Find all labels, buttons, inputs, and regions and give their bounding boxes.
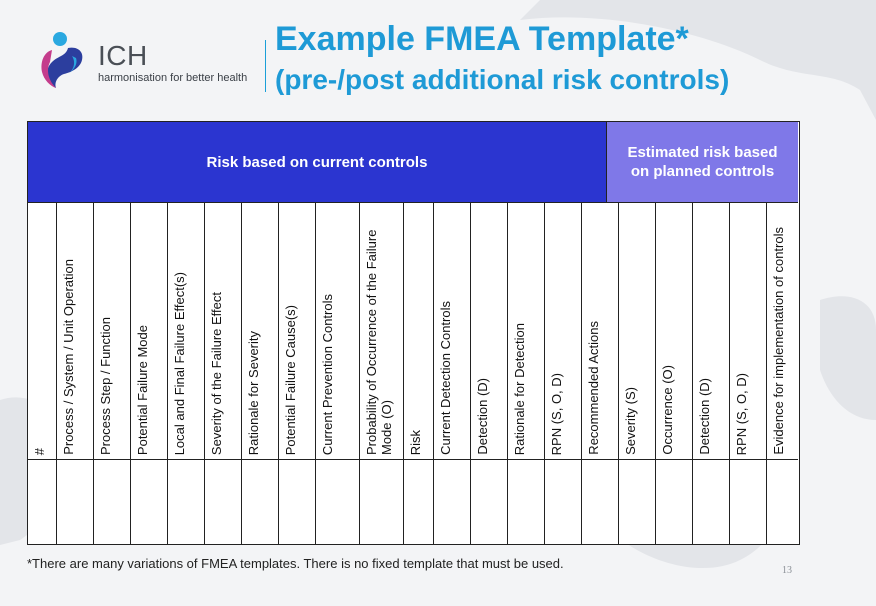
group-header-planned-label: Estimated risk based on planned controls xyxy=(627,144,778,180)
column-header-label: Evidence for implementation of controls xyxy=(771,227,786,455)
column-header-label: Current Prevention Controls xyxy=(320,293,335,455)
column-header-label: Detection (D) xyxy=(475,378,490,455)
column-header-label: Recommended Actions xyxy=(586,321,601,455)
ich-logo-mark-icon xyxy=(38,30,96,90)
table-cell xyxy=(403,460,433,544)
table-cell xyxy=(507,460,544,544)
group-header-current-controls: Risk based on current controls xyxy=(28,122,606,202)
column-header xyxy=(507,203,544,459)
column-header xyxy=(470,203,507,459)
column-header xyxy=(93,203,130,459)
table-cell xyxy=(729,460,766,544)
column-header xyxy=(618,203,655,459)
ich-logo xyxy=(38,30,268,90)
title-divider xyxy=(265,40,266,92)
table-cell xyxy=(470,460,507,544)
table-cell xyxy=(544,460,581,544)
page-title: Example FMEA Template* xyxy=(275,20,689,58)
column-header-label: # xyxy=(32,447,47,455)
column-header xyxy=(241,203,278,459)
table-row xyxy=(28,460,798,544)
table-cell xyxy=(655,460,692,544)
table-cell xyxy=(618,460,655,544)
column-header-label: Rationale for Detection xyxy=(512,322,527,455)
column-header-label: Process / System / Unit Operation xyxy=(61,259,76,455)
page-number: 13 xyxy=(782,565,792,576)
column-header xyxy=(130,203,167,459)
column-header xyxy=(655,203,692,459)
table-cell xyxy=(28,460,56,544)
column-header-label: Severity of the Failure Effect xyxy=(209,291,224,455)
column-header xyxy=(581,203,618,459)
table-cell xyxy=(56,460,93,544)
column-header-label: Severity (S) xyxy=(623,387,638,455)
column-header-label: Process Step / Function xyxy=(98,316,113,455)
table-cell xyxy=(315,460,359,544)
table-cell xyxy=(359,460,403,544)
logo-tagline: harmonisation for better health xyxy=(98,72,248,84)
column-header xyxy=(278,203,315,459)
column-header-row xyxy=(28,202,798,460)
table-cell xyxy=(766,460,813,544)
column-header-label: Current Detection Controls xyxy=(438,301,453,455)
column-header-label: RPN (S, O, D) xyxy=(734,372,749,455)
column-header xyxy=(403,203,433,459)
column-header-label: Risk xyxy=(408,429,423,455)
column-header xyxy=(692,203,729,459)
table-cell xyxy=(241,460,278,544)
column-header-label: Local and Final Failure Effect(s) xyxy=(172,271,187,455)
column-header-label: Probability of Occurrence of the Failure Mode (O) xyxy=(364,229,394,455)
column-header xyxy=(167,203,204,459)
column-header-label: RPN (S, O, D) xyxy=(549,372,564,455)
column-header xyxy=(729,203,766,459)
table-cell xyxy=(167,460,204,544)
column-header-label: Detection (D) xyxy=(697,378,712,455)
column-header xyxy=(56,203,93,459)
column-header-label: Potential Failure Cause(s) xyxy=(283,304,298,455)
column-header xyxy=(315,203,359,459)
table-cell xyxy=(433,460,470,544)
table-cell xyxy=(93,460,130,544)
column-header xyxy=(28,203,56,459)
table-cell xyxy=(130,460,167,544)
column-header xyxy=(204,203,241,459)
page-subtitle: (pre-/post additional risk controls) xyxy=(275,64,730,95)
column-header xyxy=(359,203,403,459)
column-header-label: Occurrence (O) xyxy=(660,365,675,455)
column-header-label: Rationale for Severity xyxy=(246,330,261,455)
table-cell xyxy=(581,460,618,544)
fmea-template-table xyxy=(27,121,800,545)
column-header-label: Potential Failure Mode xyxy=(135,324,150,455)
group-header-planned-controls xyxy=(606,122,798,202)
column-header xyxy=(433,203,470,459)
column-header xyxy=(544,203,581,459)
table-cell xyxy=(692,460,729,544)
column-header xyxy=(766,203,813,459)
logo-name: ICH xyxy=(98,40,148,71)
table-cell xyxy=(278,460,315,544)
table-cell xyxy=(204,460,241,544)
footnote: *There are many variations of FMEA templates. There is no fixed template that must be used. xyxy=(27,556,564,571)
